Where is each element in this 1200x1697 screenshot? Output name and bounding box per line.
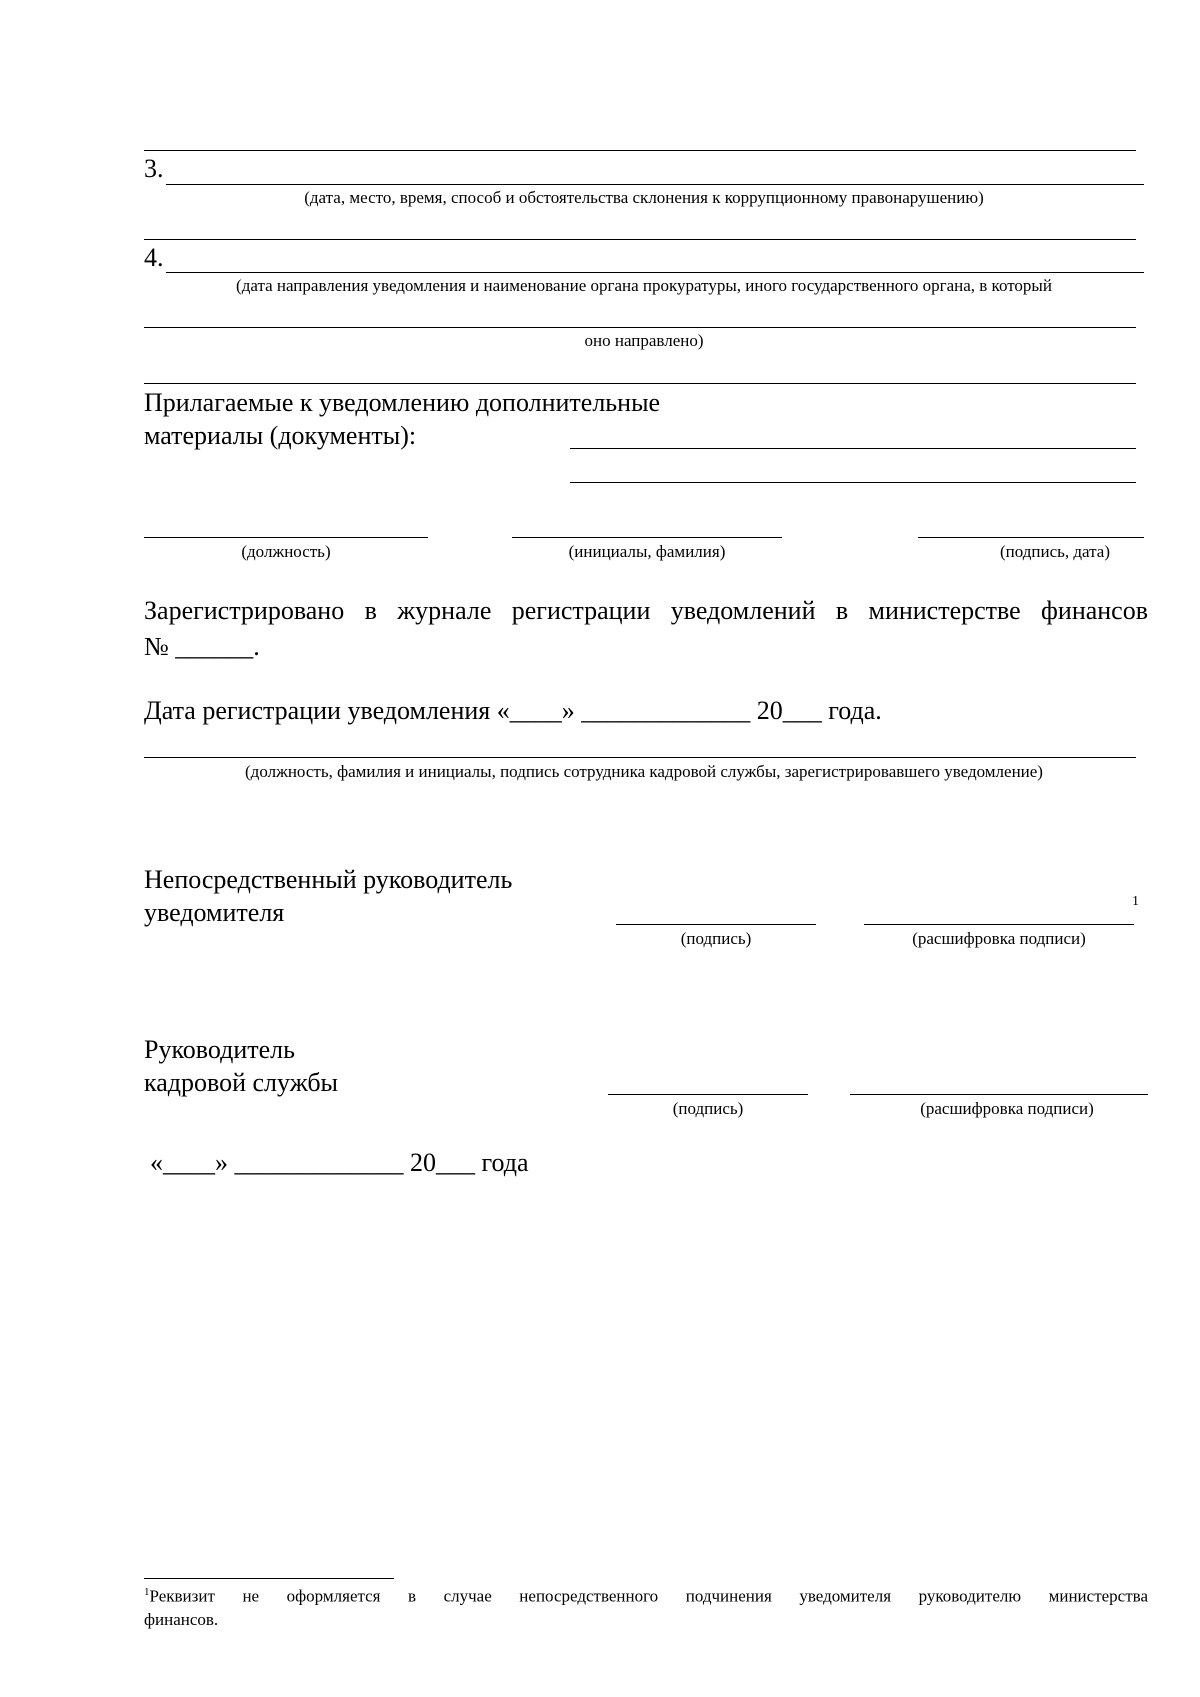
footnote-text-line1 [144,1586,1148,1607]
hr-head-label-line1: Руководитель [144,1035,295,1064]
attachments-label-line1: Прилагаемые к уведомлению дополнительные [144,388,661,417]
position-input-line[interactable] [144,537,428,538]
item-3-input-line[interactable] [166,184,1144,185]
attachments-input-line-2[interactable] [570,482,1136,483]
item-3-number: 3. [144,154,164,183]
item-3-caption: (дата, место, время, способ и обстоятельства склонения к коррупционному правонарушению) [304,188,984,207]
supervisor-label-line2: уведомителя [144,898,285,927]
registrar-input-line[interactable] [144,757,1136,758]
hr-head-decode-caption: (расшифровка подписи) [920,1099,1094,1118]
footnote-separator [144,1578,394,1579]
sign-date-caption: (подпись, дата) [999,542,1110,561]
hr-head-decode-line[interactable] [850,1094,1148,1095]
item-4-caption-line1: (дата направления уведомления и наименование органа прокуратуры, иного государственного органа, в который [236,276,1052,295]
supervisor-sign-caption: (подпись) [680,929,752,948]
attachments-label-line2: материалы (документы): [144,421,417,450]
registration-date: Дата регистрации уведомления «____» _____________ 20___ года. [144,696,882,725]
supervisor-decode-line[interactable] [864,924,1134,925]
initials-input-line[interactable] [512,537,782,538]
hr-head-sign-line[interactable] [608,1094,808,1095]
supervisor-sign-line[interactable] [616,924,816,925]
attachments-input-line-1[interactable] [570,448,1136,449]
hr-head-sign-caption: (подпись) [672,1099,744,1118]
hr-head-label-line2: кадровой службы [144,1068,339,1097]
item-4-number: 4. [144,243,164,272]
position-caption: (должность) [241,542,331,561]
supervisor-label-line1: Непосредственный руководитель [144,865,513,894]
registration-number: № ______. [144,632,260,661]
item-4-input-line[interactable] [166,272,1144,273]
initials-caption: (инициалы, фамилия) [568,542,726,561]
supervisor-decode-caption: (расшифровка подписи) [912,929,1086,948]
item-4-continuation-line[interactable] [144,327,1136,328]
footnote-text-line2: финансов. [144,1610,219,1629]
footnote-mark: 1 [144,1586,150,1598]
item-4-extra-line[interactable] [144,383,1136,384]
footnote-text: Реквизит не оформляется в случае непосредственного подчинения уведомителя руководителю министерства [149,1586,1148,1606]
registrar-caption: (должность, фамилия и инициалы, подпись сотрудника кадровой службы, зарегистрировавшего уведомление) [245,762,1043,781]
separator-line [144,150,1136,151]
registration-text-line1: Зарегистрировано в журнале регистрации уведомлений в министерстве финансов [144,596,1148,625]
item-4-caption-line2: оно направлено) [584,331,704,350]
sign-date-input-line[interactable] [918,537,1144,538]
supervisor-footnote-mark: 1 [1132,894,1139,909]
item-3-continuation-line[interactable] [144,239,1136,240]
final-date: «____» _____________ 20___ года [150,1148,529,1177]
